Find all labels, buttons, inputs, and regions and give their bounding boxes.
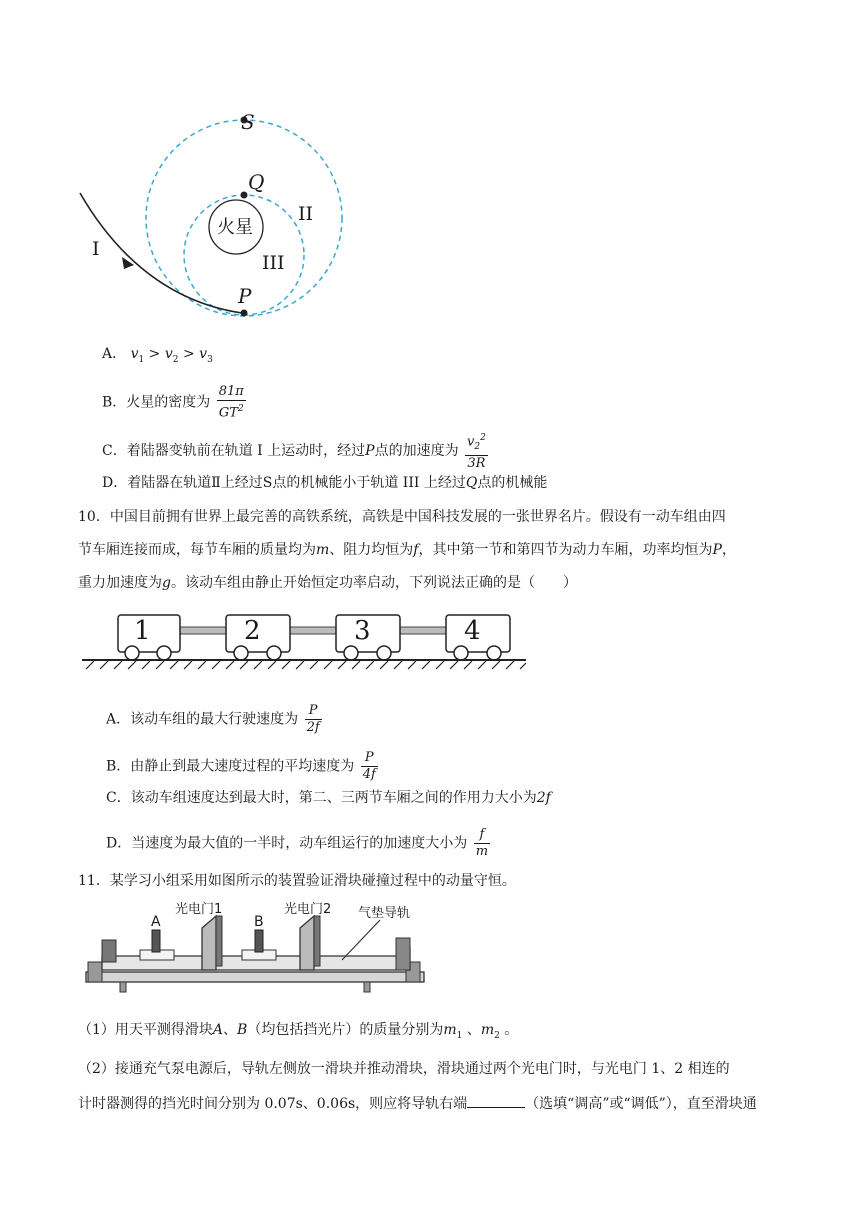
op: >: [144, 346, 165, 362]
option-text: 点的加速度为: [374, 442, 459, 459]
option-letter: A．: [102, 346, 127, 362]
denominator: 3R: [467, 455, 486, 471]
numerator: 81π: [218, 384, 244, 399]
fraction: [361, 750, 378, 783]
fraction: [465, 430, 488, 472]
text: 、: [223, 1022, 238, 1038]
option-text: 当速度为最大值的一半时，动车组运行的加速度大小为: [131, 835, 468, 852]
car-number-4: 4: [464, 616, 481, 646]
label-q: Q: [248, 170, 265, 194]
label-slider-a: A: [151, 914, 161, 930]
var-v: v: [164, 346, 173, 362]
denominator: 4f: [362, 767, 376, 782]
point-p: [241, 310, 248, 317]
foot-left: [120, 982, 126, 992]
flag-a: [152, 930, 160, 952]
option-text: 由静止到最大速度过程的平均速度为: [130, 758, 355, 775]
label-iii: III: [262, 252, 285, 274]
label-gate-1: 光电门1: [175, 902, 223, 917]
label-slider-b: B: [254, 914, 264, 930]
option-text: 该动车组速度达到最大时，第二、三两节车厢之间的作用力大小为: [130, 790, 537, 806]
rail-pointer: [342, 920, 380, 960]
q10-option-a: [106, 703, 324, 736]
q9-option-b: [102, 384, 248, 421]
option-text: 点的机械能: [477, 475, 548, 491]
op: >: [178, 346, 200, 362]
wheels: [125, 646, 501, 660]
car-number-3: 3: [354, 616, 371, 646]
label-i: I: [92, 238, 100, 260]
fraction: [217, 384, 246, 421]
numerator: f: [474, 827, 490, 844]
var-a: A: [212, 1022, 224, 1038]
answer-blank[interactable]: [467, 1093, 525, 1108]
q11-part2-line2: [78, 1093, 757, 1113]
base-plank: [86, 972, 424, 982]
q9-option-c: [102, 430, 490, 472]
q10-option-c: [106, 789, 551, 807]
option-letter: C．: [102, 442, 127, 459]
fraction: [305, 703, 322, 736]
var-m: m: [316, 542, 330, 558]
sub: 2: [172, 354, 179, 365]
text: 计时器测得的挡光时间分别为 0.07s、0.06s，则应将导轨右端: [78, 1096, 468, 1112]
q10-line2: [78, 541, 736, 559]
q10-line3: [78, 574, 577, 592]
q10-line1: 10．中国目前拥有世界上最完善的高铁系统，高铁是中国科技发展的一张世界名片。假设有一动车组由四: [78, 509, 726, 525]
car-number-2: 2: [244, 616, 261, 646]
option-letter: A．: [106, 711, 131, 728]
var-v: v: [199, 346, 208, 362]
sup: 2: [480, 433, 486, 443]
foot-right: [364, 982, 370, 992]
q9-option-d: [102, 474, 547, 492]
text: （1）用天平测得滑块: [78, 1022, 213, 1038]
q11-part2-line1: （2）接通充气泵电源后，导轨左侧放一滑块并推动滑块，滑块通过两个光电门时，与光电门 1、2 相连的: [78, 1061, 730, 1077]
exp: 2: [237, 404, 244, 414]
rail-end-right: [396, 938, 410, 970]
label-gate-2: 光电门2: [284, 902, 332, 917]
photogate-2: [300, 916, 314, 970]
option-text: 火星的密度为: [126, 394, 211, 411]
label-s: S: [241, 110, 255, 134]
text: （均包括挡光片）的质量分别为: [247, 1022, 444, 1038]
flag-b: [255, 930, 263, 952]
text: ，: [721, 542, 736, 558]
fraction: [474, 827, 490, 860]
q11-line1: 11．某学习小组采用如图所示的装置验证滑块碰撞过程中的动量守恒。: [78, 873, 516, 889]
q10-option-b: [106, 750, 380, 783]
text: 。: [499, 1022, 519, 1038]
car-number-1: 1: [134, 616, 151, 646]
coupler: [400, 627, 446, 634]
denominator: 2f: [306, 720, 320, 735]
den-text: GT: [218, 405, 238, 421]
text: 重力加速度为: [78, 575, 162, 591]
var-p: P: [712, 542, 722, 558]
option-letter: D．: [106, 835, 132, 852]
option-text: 该动车组的最大行驶速度为: [130, 711, 299, 728]
var-p: P: [365, 442, 375, 459]
text: 。该动车组由静止开始恒定功率启动，下列说法正确的是（ ）: [170, 575, 577, 591]
q11-part1: [78, 1021, 518, 1045]
numerator: [465, 430, 488, 456]
value: 2f: [536, 790, 551, 806]
var-m: m: [480, 1022, 495, 1038]
q10-option-d: [106, 827, 492, 860]
option-letter: B．: [102, 394, 127, 411]
numerator: P: [361, 750, 378, 767]
label-p: P: [238, 284, 252, 308]
rail-end-left: [102, 940, 116, 962]
q9-option-a: [102, 345, 213, 369]
planet-label: 火星: [217, 217, 253, 238]
num-v: v: [467, 434, 475, 450]
sub: 2: [474, 441, 481, 452]
text: 节车厢连接而成，每节车厢的质量均为: [78, 542, 316, 558]
end-block-left: [88, 962, 102, 982]
text: ，其中第一节和第四节为动力车厢，功率均恒为: [418, 542, 713, 558]
photogate-1: [202, 916, 216, 970]
label-air-track: 气垫导轨: [358, 906, 411, 921]
denominator: [217, 401, 246, 421]
var-m: m: [443, 1022, 457, 1038]
option-text: 着陆器变轨前在轨道 I 上运动时，经过: [126, 442, 366, 459]
orbit-i-arrow-icon: [122, 257, 134, 269]
coupler: [180, 627, 226, 634]
option-letter: D．: [102, 475, 128, 491]
sub: 1: [456, 1030, 463, 1041]
option-letter: C．: [106, 790, 131, 806]
photogate-1-arm: [216, 916, 222, 966]
numerator: P: [305, 703, 322, 720]
sub: 3: [207, 354, 213, 365]
option-text: 着陆器在轨道Ⅱ上经过S点的机械能小于轨道 III 上经过: [127, 475, 466, 491]
var-b: B: [237, 1022, 248, 1038]
option-letter: B．: [106, 758, 131, 775]
coupler: [290, 627, 336, 634]
text: 、: [462, 1022, 481, 1038]
sub: 1: [138, 354, 145, 365]
sub: 2: [494, 1030, 500, 1041]
text: 、阻力均恒为: [329, 542, 414, 558]
var-v: v: [130, 346, 139, 362]
text: （选填“调高”或“调低”），直至滑块通: [525, 1096, 757, 1112]
label-ii: II: [298, 203, 314, 225]
ground-hatch: [86, 661, 526, 669]
point-q: [241, 192, 248, 199]
var-f: f: [413, 542, 419, 558]
denominator: m: [475, 844, 489, 859]
var-q: Q: [465, 475, 478, 491]
var-g: g: [162, 575, 171, 591]
photogate-2-arm: [314, 916, 320, 966]
